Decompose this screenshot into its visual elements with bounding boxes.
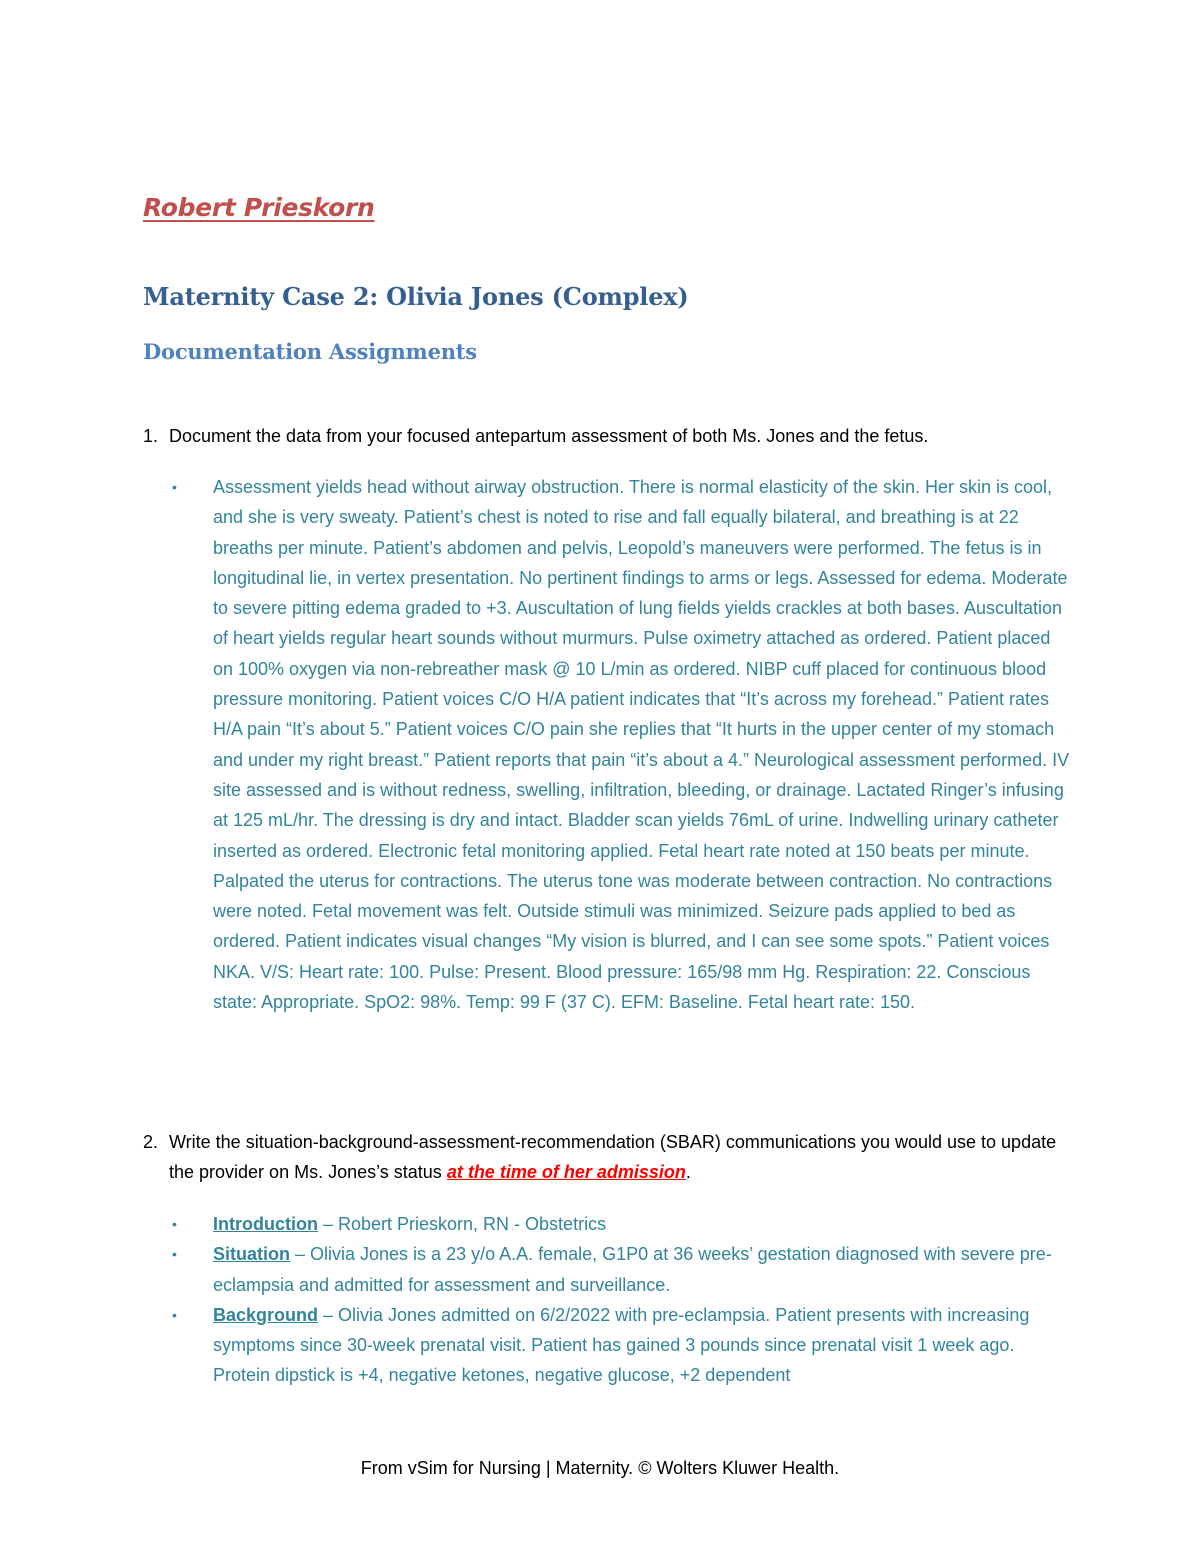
bullet-icon: • — [172, 1216, 177, 1232]
bullet-icon: • — [172, 1246, 177, 1263]
sbar-text: – Olivia Jones is a 23 y/o A.A. female, G1P0 at 36 weeks’ gestation diagnosed with severe pre-eclampsia and admitted for assessment and surveillance. — [213, 1244, 1052, 1295]
question-1 — [143, 421, 1073, 451]
sbar-text: – Olivia Jones admitted on 6/2/2022 with pre-eclampsia. Patient presents with increasing symptoms since 30-week prenatal visit. Patient has gained 3 pounds since prenatal visit 1 week ago. Protein dipstick is +4, negative ketones, negative glucose, +2 dependent — [213, 1304, 1030, 1386]
author-name: Robert Prieskorn — [143, 193, 375, 222]
answer-1-list — [172, 472, 1072, 1017]
question-text — [169, 1127, 1073, 1188]
page-footer: From vSim for Nursing | Maternity. © Wolters Kluwer Health. — [360, 1458, 840, 1478]
question-text-end: . — [685, 1162, 691, 1183]
sbar-label-situation: Situation — [213, 1244, 290, 1265]
sbar-list — [172, 1209, 1072, 1391]
section-subtitle: Documentation Assignments — [143, 339, 477, 364]
case-title: Maternity Case 2: Olivia Jones (Complex) — [143, 282, 689, 311]
list-item — [172, 1239, 1072, 1300]
list-item — [172, 1300, 1072, 1391]
bullet-icon: • — [172, 479, 177, 495]
sbar-text: – Robert Prieskorn, RN - Obstetrics — [317, 1214, 607, 1234]
question-2 — [143, 1127, 1073, 1188]
question-text-start: Write the situation-background-assessment-recommendation (SBAR) communications you would use to update the provider on Ms. Jones’s status — [169, 1132, 1057, 1183]
bullet-icon: • — [172, 1306, 177, 1323]
question-number: 1. — [143, 426, 159, 446]
question-text: Document the data from your focused antepartum assessment of both Ms. Jones and the fetus. — [169, 426, 929, 446]
question-number: 2. — [143, 1132, 159, 1152]
list-item — [172, 1209, 1072, 1239]
sbar-label-background: Background — [213, 1304, 319, 1325]
sbar-label-introduction: Introduction — [213, 1214, 318, 1234]
assessment-text: Assessment yields head without airway obstruction. There is normal elasticity of the skin. Her skin is cool, and she is very sweaty. Patient’s chest is noted to rise and fall equally bilateral, and breathing is at 22 breaths per minute. Patient’s abdomen and pelvis, Leopold’s maneuvers were performed. The fetus is in longitudinal lie, in vertex presentation. No pertinent findings to arms or legs. Assessed for edema. Moderate to severe pitting edema graded to +3. Auscultation of lung fields yields crackles at both bases. Auscultation of heart yields regular heart sounds without murmurs. Pulse oximetry attached as ordered. Patient placed on 100% oxygen via non-rebreather mask @ 10 L/min as ordered. NIBP cuff placed for continuous blood pressure monitoring. Patient voices C/O H/A patient indicates that “It’s across my forehead.” Patient rates H/A pain “It’s about 5.” Patient voices C/O pain she replies that “It hurts in the upper center of my stomach and under my right breast.” Patient reports that pain “it’s about a 4.” Neurological assessment performed. IV site assessed and is without redness, swelling, infiltration, bleeding, or drainage. Lactated Ringer’s infusing at 125 mL/hr. The dressing is dry and intact. Bladder scan yields 76mL of urine. Indwelling urinary catheter inserted as ordered. Electronic fetal monitoring applied. Fetal heart rate noted at 150 beats per minute. Palpated the uterus for contractions. The uterus tone was moderate between contraction. No contractions were noted. Fetal movement was felt. Outside stimuli was minimized. Seizure pads applied to bed as ordered. Patient indicates visual changes “My vision is blurred, and I can see some spots.” Patient voices NKA. V/S: Heart rate: 100. Pulse: Present. Blood pressure: 165/98 mm Hg. Respiration: 22. Conscious state: Appropriate. SpO2: 98%. Temp: 99 F (37 C). EFM: Baseline. Fetal heart rate: 150. — [213, 477, 1070, 1013]
list-item — [172, 472, 1072, 1017]
question-emphasis: at the time of her admission — [446, 1162, 686, 1183]
